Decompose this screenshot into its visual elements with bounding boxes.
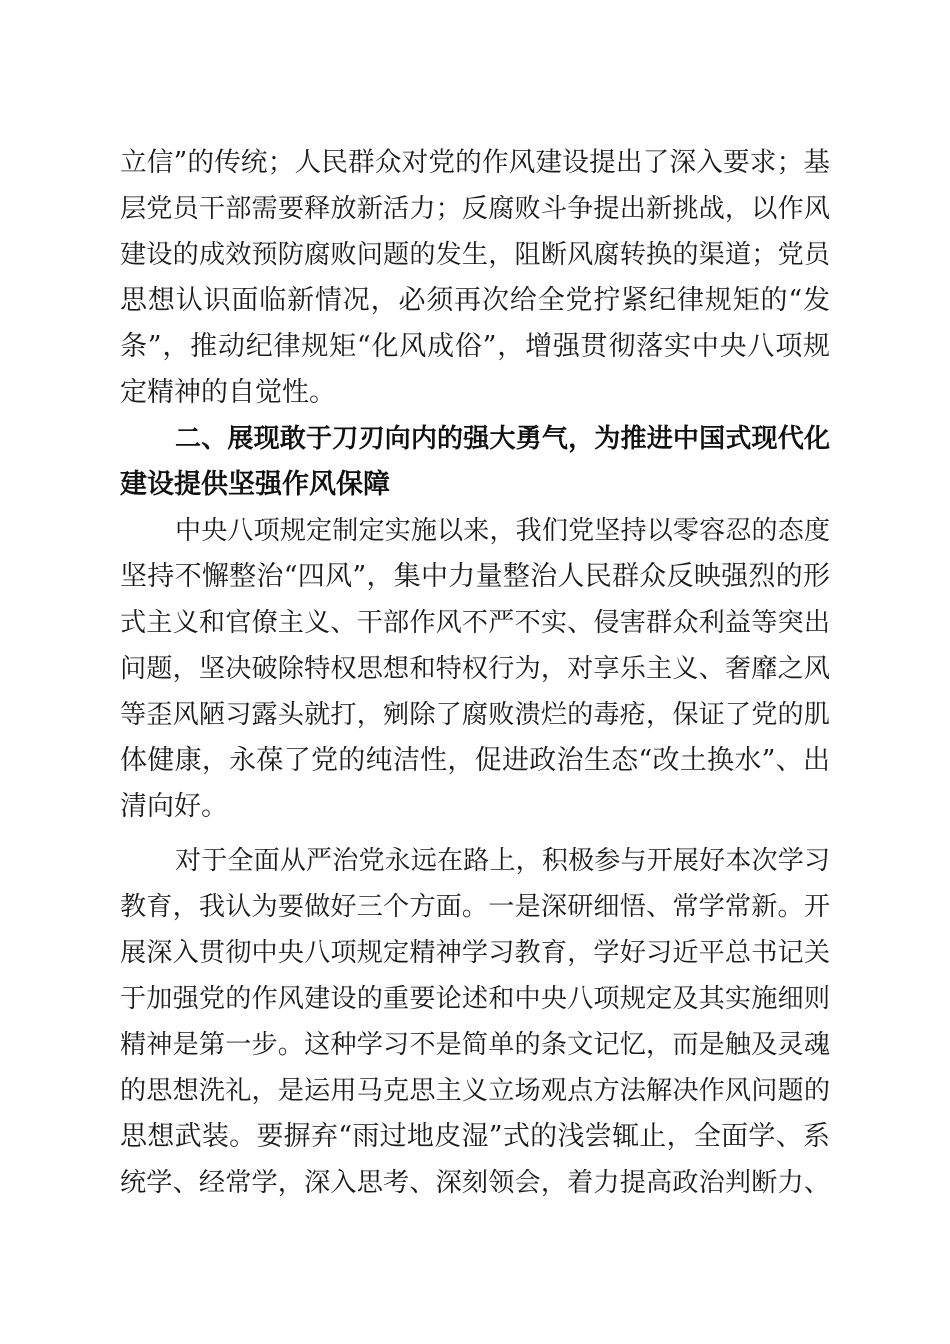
- text-line: 于加强党的作风建设的重要论述和中央八项规定及其实施细则: [120, 984, 830, 1014]
- paragraph-line: [0, 140, 950, 186]
- paragraph-line: [0, 784, 950, 830]
- paragraph-line: [0, 884, 950, 930]
- paragraph-line: [0, 838, 950, 884]
- text-line: 思想认识面临新情况，必须再次给全党拧紧纪律规矩的“发: [120, 285, 830, 316]
- text-line: 式主义和官僚主义、干部作风不严不实、侵害群众利益等突出: [120, 608, 830, 638]
- heading-text: 建设提供坚强作风保障: [120, 469, 390, 500]
- text-line: 教育，我认为要做好三个方面。一是深研细悟、常学常新。开: [120, 892, 830, 922]
- text-line: 的思想洗礼，是运用马克思主义立场观点方法解决作风问题的: [120, 1076, 830, 1106]
- text-line: 坚持不懈整治“四风”，集中力量整治人民群众反映强烈的形: [120, 561, 830, 592]
- section-heading-line: [0, 462, 950, 508]
- text-line: 精神是第一步。这种学习不是简单的条文记忆，而是触及灵魂: [120, 1030, 830, 1060]
- paragraph-line: [0, 738, 950, 784]
- paragraph-line: [0, 930, 950, 976]
- section-heading-line: [0, 416, 950, 462]
- text-line: 层党员干部需要释放新活力；反腐败斗争提出新挑战，以作风: [120, 194, 830, 224]
- paragraph-line: [0, 324, 950, 370]
- paragraph-line: [0, 232, 950, 278]
- paragraph-line: [0, 1068, 950, 1114]
- paragraph-line: [0, 1114, 950, 1160]
- text-line: 清向好。: [120, 791, 228, 822]
- paragraph-line: [0, 278, 950, 324]
- paragraph-line: [0, 370, 950, 416]
- text-line: 统学、经常学，深入思考、深刻领会，着力提高政治判断力、: [120, 1168, 830, 1198]
- text-line: 展深入贯彻中央八项规定精神学习教育，学好习近平总书记关: [120, 938, 830, 968]
- paragraph-line: [0, 646, 950, 692]
- text-line: 立信”的传统；人民群众对党的作风建设提出了深入要求；基: [120, 147, 830, 178]
- heading-text: 二、展现敢于刀刃向内的强大勇气，为推进中国式现代化: [175, 424, 830, 454]
- text-line: 问题，坚决破除特权思想和特权行为，对享乐主义、奢靡之风: [120, 654, 830, 684]
- text-line: 体健康，永葆了党的纯洁性，促进政治生态“改土换水”、出: [120, 745, 830, 776]
- paragraph-line: [0, 1160, 950, 1206]
- paragraph-line: [0, 508, 950, 554]
- paragraph-line: [0, 1022, 950, 1068]
- text-line: 对于全面从严治党永远在路上，积极参与开展好本次学习: [175, 846, 830, 876]
- text-line: 定精神的自觉性。: [120, 377, 336, 408]
- paragraph-line: [0, 692, 950, 738]
- paragraph-line: [0, 600, 950, 646]
- text-line: 思想武装。要摒弃“雨过地皮湿”式的浅尝辄止，全面学、系: [120, 1121, 830, 1152]
- paragraph-line: [0, 186, 950, 232]
- text-line: 条”，推动纪律规矩“化风成俗”，增强贯彻落实中央八项规: [120, 331, 830, 362]
- paragraph-line: [0, 554, 950, 600]
- paragraph-line: [0, 976, 950, 1022]
- text-line: 等歪风陋习露头就打，剜除了腐败溃烂的毒疮，保证了党的肌: [120, 700, 830, 730]
- text-line: 建设的成效预防腐败问题的发生，阻断风腐转换的渠道；党员: [120, 240, 830, 270]
- text-line: 中央八项规定制定实施以来，我们党坚持以零容忍的态度: [175, 516, 830, 546]
